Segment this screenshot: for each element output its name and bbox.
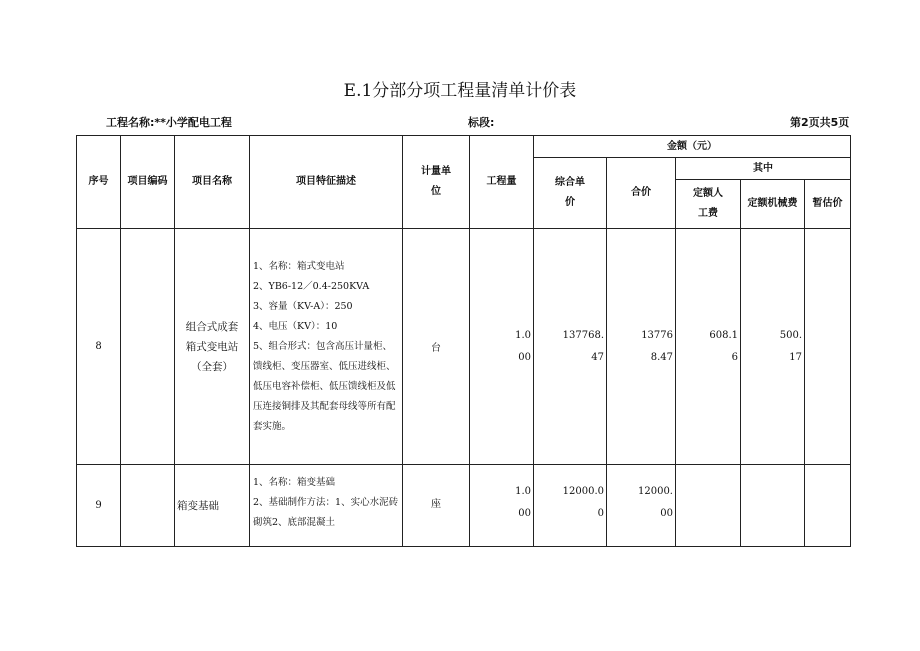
cell-unit-price: 137768.47 [534, 229, 607, 465]
cell-name: 组合式成套箱式变电站（全套） [175, 229, 250, 465]
header-desc: 项目特征描述 [250, 136, 403, 229]
header-provisional: 暂估价 [805, 180, 851, 229]
header-unit-price: 综合单价 [534, 158, 607, 229]
table-row [77, 229, 851, 465]
cell-name: 箱变基础 [175, 465, 250, 547]
cell-unit: 台 [403, 229, 470, 465]
project-value: **小学配电工程 [154, 116, 232, 129]
header-machine: 定额机械费 [741, 180, 805, 229]
header-amount: 金额（元） [534, 136, 851, 158]
cell-desc: 1、名称：箱式变电站 2、YB6-12／0.4-250KVA 3、容量（KV-A）：250 4、电压（KV）：10 5、组合形式：包含高压计量柜、馈线柜、变压器室、低压进线柜、低压电容补偿柜、低压馈线柜及低压连接铜排及其配套母线等所有配套实施。 [250, 229, 403, 465]
header-unit: 计量单位 [403, 136, 470, 229]
quantity-table [76, 135, 851, 547]
cell-machine: 500.17 [741, 229, 805, 465]
header-seq: 序号 [77, 136, 121, 229]
page-title: E.1分部分项工程量清单计价表 [343, 81, 577, 101]
table-row [77, 465, 851, 547]
cell-total: 12000.00 [607, 465, 676, 547]
cell-desc: 1、名称：箱变基础 2、基础制作方法：1、实心水泥砖砌筑2、底部混凝土 [250, 465, 403, 547]
page-info: 第2页共5页 [790, 116, 850, 129]
header-total: 合价 [607, 158, 676, 229]
header-name: 项目名称 [175, 136, 250, 229]
project-name [106, 114, 232, 130]
project-label: 工程名称: [106, 116, 155, 129]
cell-seq: 8 [77, 229, 121, 465]
header-qty: 工程量 [470, 136, 534, 229]
cell-machine [741, 465, 805, 547]
cell-qty: 1.000 [470, 229, 534, 465]
cell-code [121, 465, 175, 547]
cell-unit: 座 [403, 465, 470, 547]
cell-provisional [805, 229, 851, 465]
cell-total: 137768.47 [607, 229, 676, 465]
cell-seq: 9 [77, 465, 121, 547]
cell-labor: 608.16 [676, 229, 741, 465]
cell-labor [676, 465, 741, 547]
header-code: 项目编码 [121, 136, 175, 229]
section-label: 标段: [468, 116, 495, 129]
cell-qty: 1.000 [470, 465, 534, 547]
cell-code [121, 229, 175, 465]
cell-provisional [805, 465, 851, 547]
header-labor: 定额人工费 [676, 180, 741, 229]
header-of-which: 其中 [676, 158, 851, 180]
cell-unit-price: 12000.00 [534, 465, 607, 547]
